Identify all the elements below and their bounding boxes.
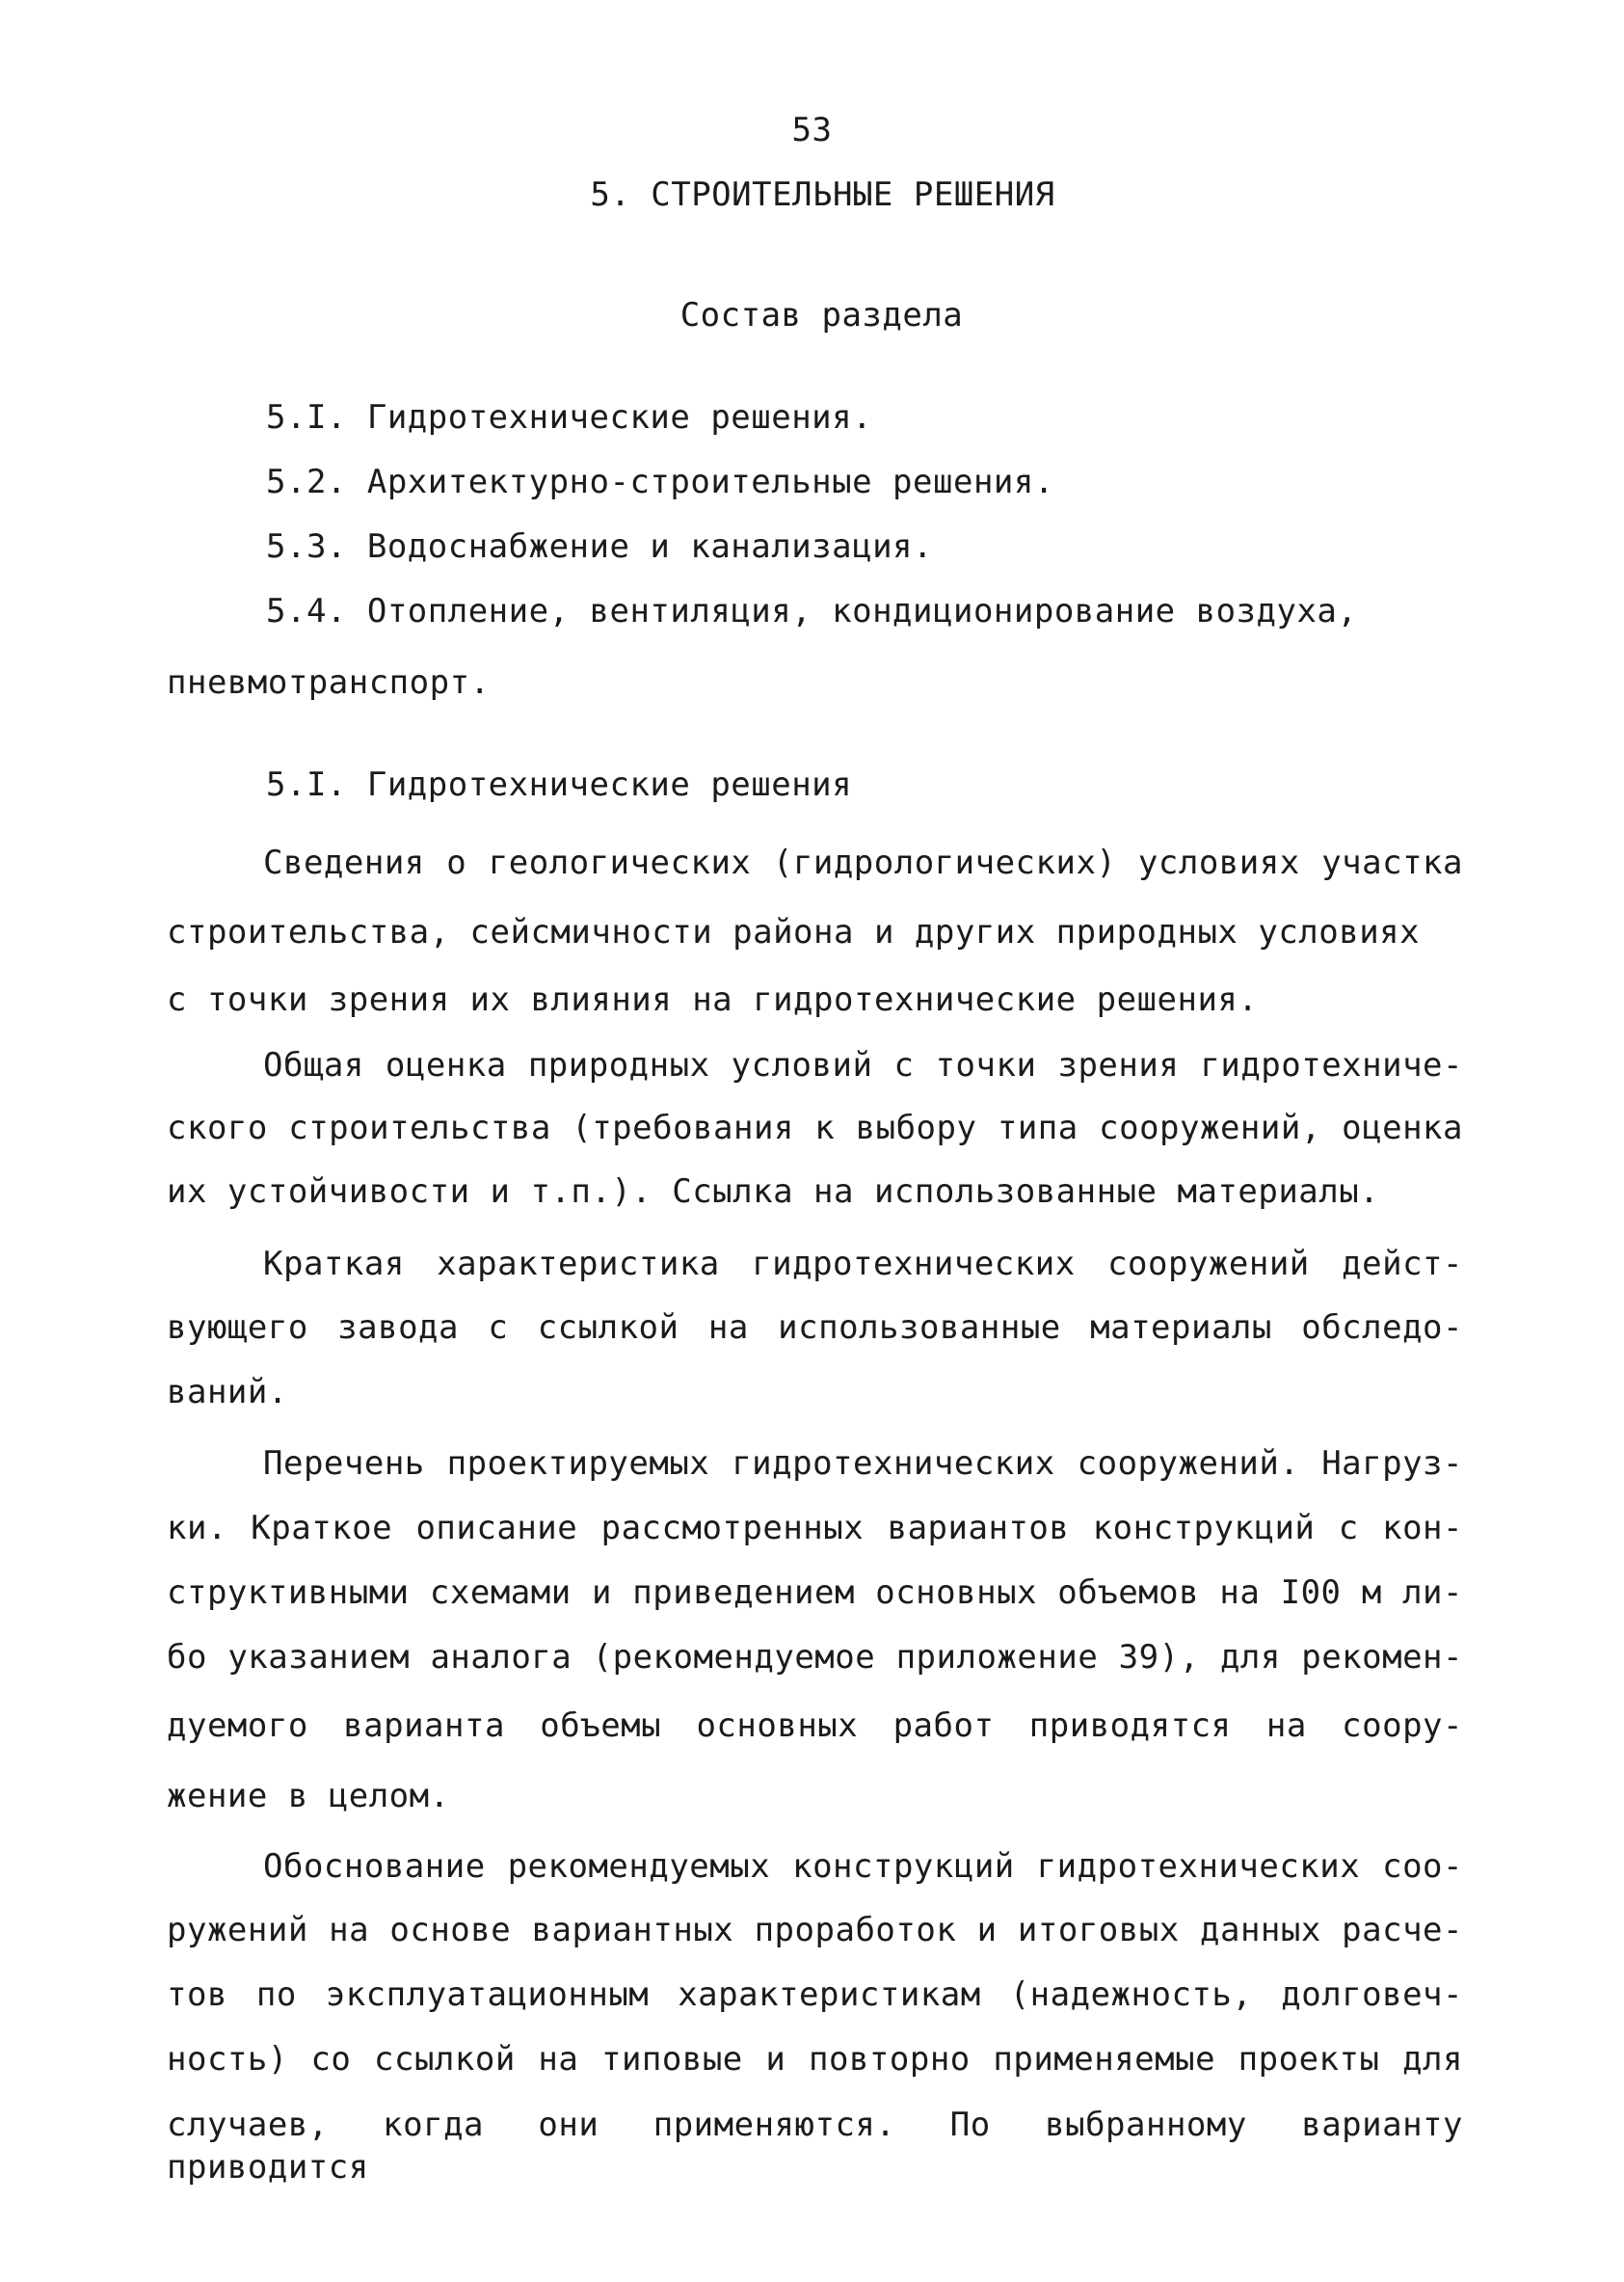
paragraph-3-line-2: вующего завода с ссылкой на использованные материалы обследо-	[167, 1308, 1463, 1347]
contents-item-5-3: 5.3. Водоснабжение и канализация.	[266, 527, 934, 566]
contents-item-5-2: 5.2. Архитектурно-строительные решения.	[266, 463, 1054, 501]
paragraph-2-line-1: Общая оценка природных условий с точки зрения гидротехниче-	[263, 1046, 1463, 1085]
contents-item-5-4: 5.4. Отопление, вентиляция, кондиционирование воздуха,	[266, 592, 1358, 631]
paragraph-4-line-5: дуемого варианта объемы основных работ приводятся на соору-	[167, 1706, 1463, 1745]
section-title: 5. СТРОИТЕЛЬНЫЕ РЕШЕНИЯ	[590, 175, 1055, 214]
paragraph-3-line-1: Краткая характеристика гидротехнических сооружений дейст-	[263, 1245, 1463, 1283]
paragraph-3-line-3: ваний.	[167, 1373, 288, 1411]
paragraph-2-line-2: ского строительства (требования к выбору типа сооружений, оценка	[167, 1109, 1463, 1147]
paragraph-4-line-2: ки. Краткое описание рассмотренных вариантов конструкций с кон-	[167, 1509, 1463, 1547]
paragraph-4-line-4: бо указанием аналога (рекомендуемое приложение 39), для рекомен-	[167, 1638, 1463, 1677]
paragraph-5-line-2: ружений на основе вариантных проработок и итоговых данных расче-	[167, 1911, 1463, 1949]
paragraph-1-line-2: строительства, сейсмичности района и других природных условиях	[167, 913, 1421, 952]
page-number: 53	[791, 111, 833, 149]
paragraph-1-line-1: Сведения о геологических (гидрологических) условиях участка	[263, 844, 1463, 882]
paragraph-5-line-3: тов по эксплуатационным характеристикам (надежность, долговеч-	[167, 1975, 1463, 2014]
contents-item-5-1: 5.I. Гидротехнические решения.	[266, 398, 873, 437]
paragraph-4-line-6: жение в целом.	[167, 1777, 450, 1815]
contents-item-5-4-continued: пневмотранспорт.	[167, 663, 491, 702]
paragraph-5-line-1: Обоснование рекомендуемых конструкций гидротехнических соо-	[263, 1847, 1463, 1886]
subsection-title: 5.I. Гидротехнические решения	[266, 765, 853, 804]
paragraph-1-line-3: с точки зрения их влияния на гидротехнические решения.	[167, 980, 1259, 1019]
composition-heading: Состав раздела	[679, 296, 964, 335]
paragraph-5-line-4: ность) со ссылкой на типовые и повторно применяемые проекты для	[167, 2040, 1463, 2079]
paragraph-5-line-5: случаев, когда они применяются. По выбранному варианту приводится	[167, 2106, 1463, 2187]
paragraph-4-line-1: Перечень проектируемых гидротехнических сооружений. Нагруз-	[263, 1444, 1463, 1483]
paragraph-4-line-3: структивными схемами и приведением основных объемов на I00 м ли-	[167, 1573, 1463, 1612]
paragraph-2-line-3: их устойчивости и т.п.). Ссылка на использованные материалы.	[167, 1172, 1380, 1211]
